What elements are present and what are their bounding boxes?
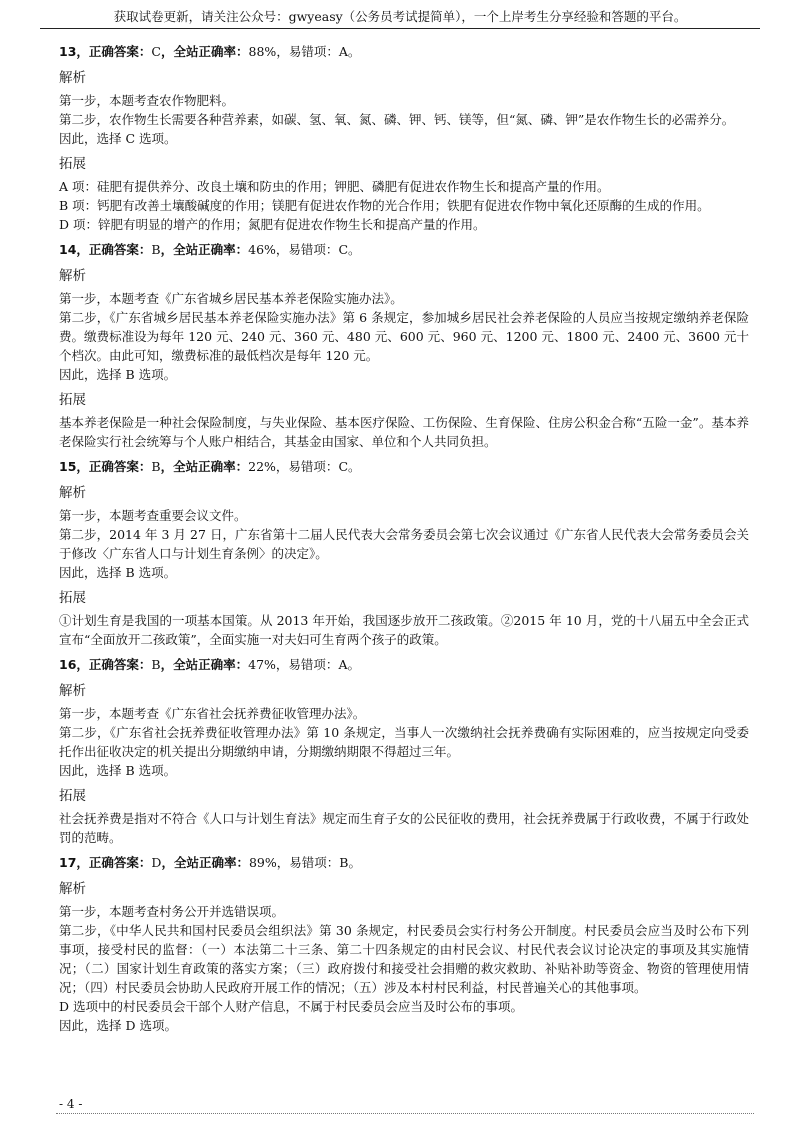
wrong-option: A [338, 657, 348, 672]
analysis-heading: 解析 [59, 70, 86, 86]
analysis-paragraph: D 选项中的村民委员会干部个人财产信息，不属于村民委员会应当及时公布的事项。 [59, 999, 523, 1014]
extension-paragraph: 社会抚养费是指对不符合《人口与计划生育法》规定而生育子女的公民征收的费用，社会抚养费属于行政收费，不属于行政处罚的范畴。 [59, 811, 749, 845]
analysis-paragraph: 因此，选择 B 选项。 [59, 763, 177, 778]
question-block [59, 853, 749, 1035]
question-block [59, 655, 749, 847]
correct-rate: 88% [248, 44, 277, 59]
correct-rate: 22% [248, 459, 276, 474]
analysis-paragraph: 第二步，农作物生长需要各种营养素，如碳、氢、氧、氮、磷、钾、钙、镁等，但“氮、磷、钾”是农作物生长的必需养分。 [59, 112, 735, 127]
answer-label: ，正确答案： [76, 44, 152, 59]
analysis-paragraph: 第二步，《广东省城乡居民基本养老保险实施办法》第 6 条规定，参加城乡居民社会养老保险的人员应当按规定缴纳养老保险费。缴费标准设为每年 120 元、240 元、360 元、480 元、600 元、960 元、1200 元、1800 元、2400 元、3600 元十个档次。由此可知，缴费标准的最低档次是每年 120 元。 [59, 310, 749, 363]
wrong-option: C [338, 242, 349, 257]
period: 。 [348, 459, 361, 474]
correct-answer: B [151, 459, 161, 474]
rate-label: ，全站正确率： [161, 855, 249, 870]
question-number: 15 [59, 459, 77, 474]
analysis-paragraph: 第二步，《中华人民共和国村民委员会组织法》第 30 条规定，村民委员会实行村务公开制度。村民委员会应当及时公布下列事项，接受村民的监督：（一）本法第二十三条、第二十四条规定的由村民会议、村民代表会议讨论决定的事项及其实施情况；（二）国家计划生育政策的落实方案；（三）政府拨付和接受社会捐赠的救灾救助、补贴补助等资金、物资的管理使用情况；（四）村民委员会协助人民政府开展工作的情况；（五）涉及本村村民利益，村民普遍关心的其他事项。 [59, 923, 749, 995]
answer-label: ，正确答案： [76, 657, 152, 672]
analysis-heading: 解析 [59, 268, 86, 284]
analysis-heading: 解析 [59, 485, 86, 501]
wrong-option: C [338, 459, 349, 474]
period: 。 [347, 44, 361, 59]
analysis-paragraph: 第一步，本题考查村务公开并选错误项。 [59, 904, 285, 919]
wrong-label: ，易错项： [275, 657, 339, 672]
question-header [59, 853, 749, 873]
rate-label: ，全站正确率： [160, 657, 249, 672]
rate-label: ，全站正确率： [160, 242, 249, 257]
question-number: 16 [59, 657, 77, 672]
page-number: - 4 - [59, 1097, 83, 1111]
analysis-paragraph: 因此，选择 B 选项。 [59, 565, 177, 580]
analysis-paragraph: 第一步，本题考查农作物肥料。 [59, 93, 235, 108]
correct-answer: D [151, 855, 162, 870]
question-header [59, 42, 749, 62]
question-header [59, 240, 749, 260]
analysis-paragraph: 因此，选择 D 选项。 [59, 1018, 177, 1033]
analysis-paragraph: 第一步，本题考查《广东省城乡居民基本养老保险实施办法》。 [59, 291, 403, 306]
correct-rate: 46% [248, 242, 276, 257]
wrong-label: ，易错项： [275, 242, 339, 257]
extension-paragraph: A 项：硅肥有提供养分、改良土壤和防虫的作用；钾肥、磷肥有促进农作物生长和提高产量的作用。 [59, 179, 610, 194]
answer-label: ，正确答案： [76, 242, 152, 257]
extension-paragraph: D 项：锌肥有明显的增产的作用；氮肥有促进农作物生长和提高产量的作用。 [59, 217, 486, 232]
extension-heading: 拓展 [59, 788, 86, 804]
analysis-paragraph: 第一步，本题考查重要会议文件。 [59, 508, 247, 523]
page-content [59, 40, 749, 1041]
question-header [59, 655, 749, 675]
period: 。 [348, 242, 361, 257]
footer-divider [56, 1113, 754, 1114]
analysis-paragraph: 第一步，本题考查《广东省社会抚养费征收管理办法》。 [59, 706, 366, 721]
rate-label: ，全站正确率： [161, 44, 249, 59]
extension-paragraph: ①计划生育是我国的一项基本国策。从 2013 年开始，我国逐步放开二孩政策。②2015 年 10 月，党的十八届五中全会正式宣布“全面放开二孩政策”，全面实施一对夫妇可生育两个孩子的政策。 [59, 613, 749, 647]
wrong-option: A [338, 44, 348, 59]
extension-heading: 拓展 [59, 156, 86, 172]
question-block [59, 457, 749, 649]
correct-answer: C [151, 44, 161, 59]
analysis-heading: 解析 [59, 683, 86, 699]
analysis-paragraph: 因此，选择 C 选项。 [59, 131, 177, 146]
period: 。 [348, 855, 361, 870]
question-number: 17 [59, 855, 77, 870]
answer-label: ，正确答案： [76, 855, 152, 870]
rate-label: ，全站正确率： [160, 459, 249, 474]
period: 。 [347, 657, 360, 672]
answer-label: ，正确答案： [76, 459, 152, 474]
page-header: 获取试卷更新，请关注公众号：gwyeasy（公务员考试提简单），一个上岸考生分享经验和答题的平台。 [40, 8, 760, 29]
extension-heading: 拓展 [59, 590, 86, 606]
analysis-paragraph: 第二步，2014 年 3 月 27 日，广东省第十二届人民代表大会常务委员会第七次会议通过《广东省人民代表大会常务委员会关于修改〈广东省人口与计划生育条例〉的决定》。 [59, 527, 749, 561]
question-number: 14 [59, 242, 77, 257]
analysis-heading: 解析 [59, 881, 86, 897]
wrong-label: ，易错项： [275, 459, 339, 474]
question-block [59, 240, 749, 451]
question-number: 13 [59, 44, 77, 59]
correct-rate: 89% [248, 855, 277, 870]
question-block [59, 42, 749, 234]
extension-heading: 拓展 [59, 392, 86, 408]
question-header [59, 457, 749, 477]
wrong-option: B [339, 855, 349, 870]
extension-paragraph: 基本养老保险是一种社会保险制度，与失业保险、基本医疗保险、工伤保险、生育保险、住房公积金合称“五险一金”。基本养老保险实行社会统筹与个人账户相结合，其基金由国家、单位和个人共同负担。 [59, 415, 749, 449]
correct-answer: B [151, 242, 161, 257]
analysis-paragraph: 第二步，《广东省社会抚养费征收管理办法》第 10 条规定，当事人一次缴纳社会抚养费确有实际困难的，应当按规定向受委托作出征收决定的机关提出分期缴纳申请，分期缴纳期限不得超过三年。 [59, 725, 749, 759]
extension-paragraph: B 项：钙肥有改善土壤酸碱度的作用；镁肥有促进农作物的光合作用；铁肥有促进农作物中氧化还原酶的生成的作用。 [59, 198, 710, 213]
wrong-label: ，易错项： [276, 855, 340, 870]
correct-rate: 47% [248, 657, 276, 672]
analysis-paragraph: 因此，选择 B 选项。 [59, 367, 177, 382]
correct-answer: B [151, 657, 161, 672]
wrong-label: ，易错项： [276, 44, 339, 59]
